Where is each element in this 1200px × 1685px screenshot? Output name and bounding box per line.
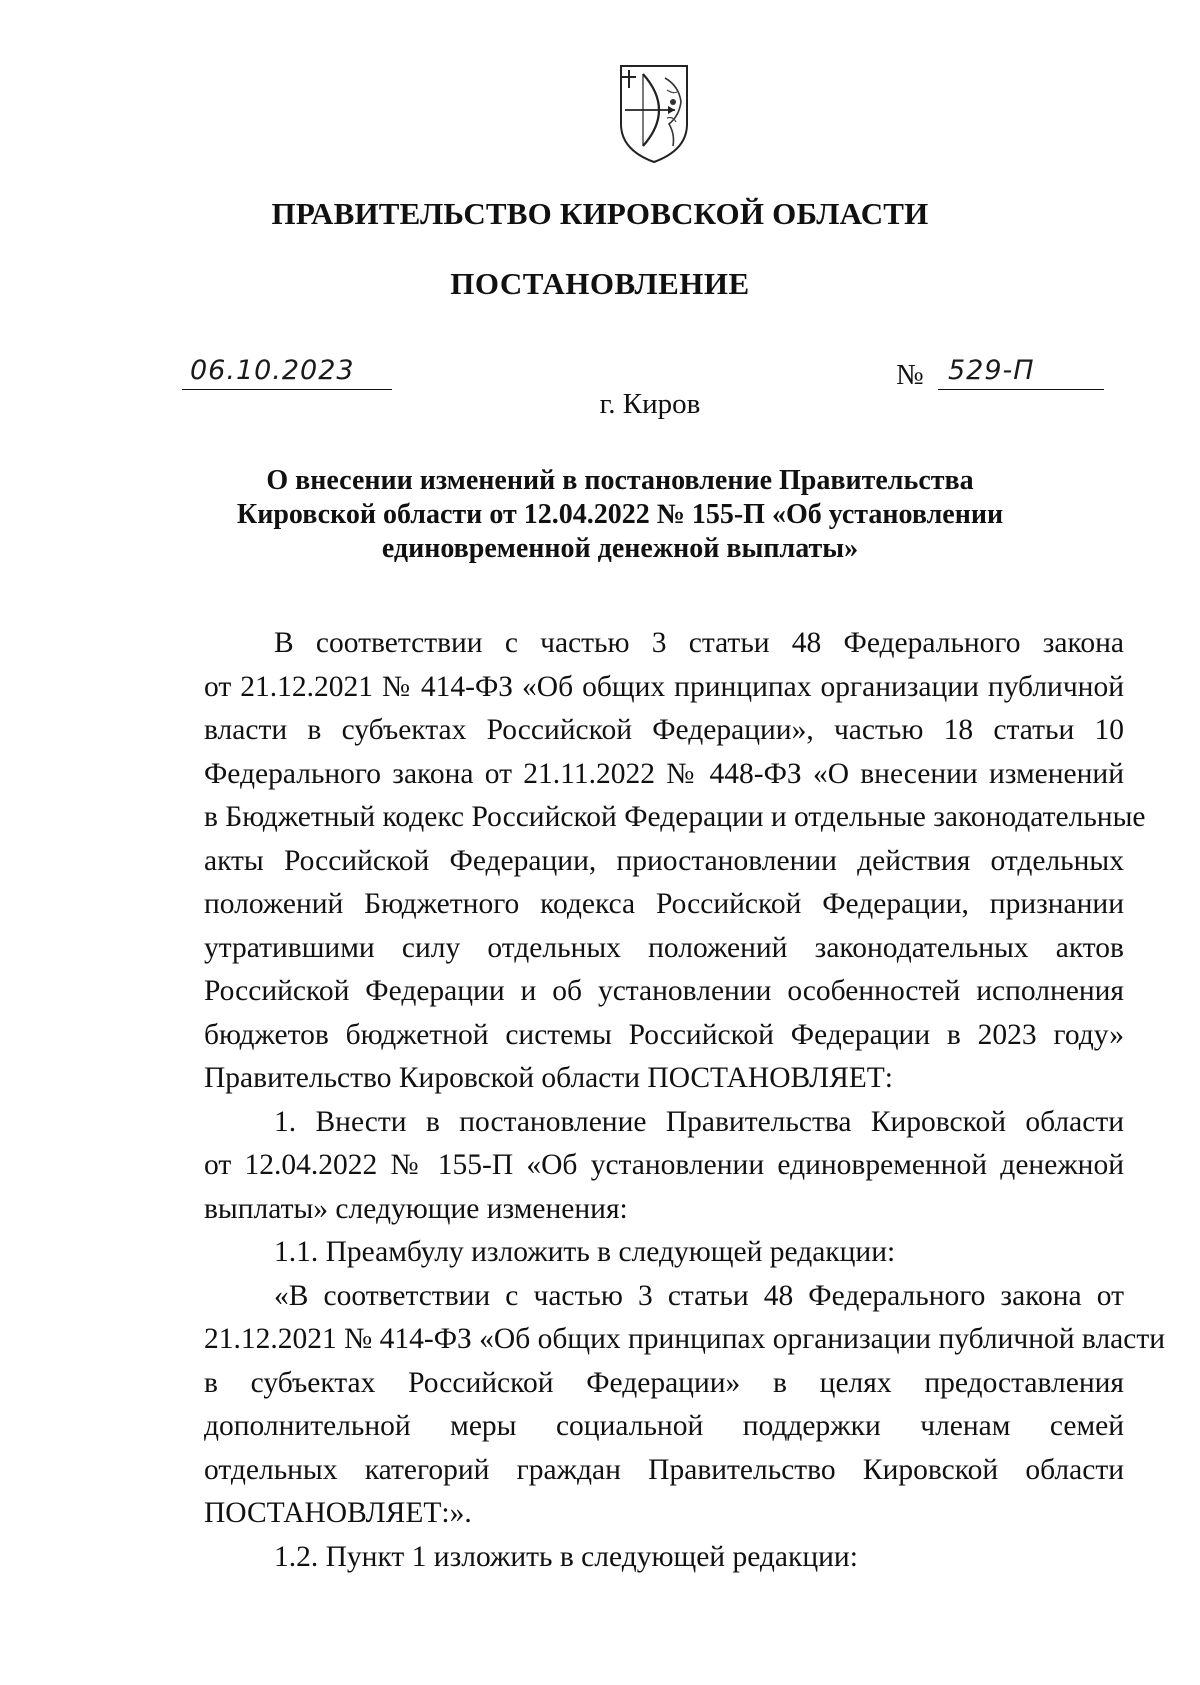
body-line: Правительство Кировской области ПОСТАНОВЛЯЕТ:	[204, 1062, 893, 1094]
body-line: 1. Внести в постановление Правительства Кировской области	[274, 1105, 1124, 1138]
body-line: утратившими силу отдельных положений законодательных актов	[204, 931, 1124, 964]
kirov-coat-of-arms-icon	[617, 62, 691, 166]
number-value: 529-П	[948, 355, 1035, 386]
subject-line: Кировской области от 12.04.2022 № 155-П «Об установлении	[236, 499, 1004, 530]
city-line	[0, 388, 1200, 421]
body-line: Федерального закона от 21.11.2022 № 448-ФЗ «О внесении изменений	[204, 757, 1124, 790]
number-field	[938, 355, 1104, 390]
body-line: дополнительной меры социальной поддержки членам семей	[204, 1410, 1124, 1442]
document-body	[204, 622, 1166, 1579]
body-line: от 21.12.2021 № 414-ФЗ «Об общих принципах организации публичной	[204, 670, 1124, 703]
body-line: ПОСТАНОВЛЯЕТ:».	[204, 1497, 472, 1529]
body-line: бюджетов бюджетной системы Российской Федерации в 2023 году»	[204, 1018, 1124, 1051]
body-line: В соответствии с частью 3 статьи 48 Федерального закона	[274, 627, 1124, 659]
number-sign: №	[896, 359, 924, 391]
body-line: отдельных категорий граждан Правительство Кировской области	[204, 1453, 1124, 1486]
body-line: акты Российской Федерации, приостановлении действия отдельных	[204, 844, 1124, 877]
document-kind-title: ПОСТАНОВЛЕНИЕ	[450, 266, 750, 301]
body-line: 21.12.2021 № 414-ФЗ «Об общих принципах организации публичной власти	[204, 1323, 1166, 1355]
body-line: Российской Федерации и об установлении особенностей исполнения	[204, 975, 1124, 1007]
body-line: «В соответствии с частью 3 статьи 48 Федерального закона от	[274, 1279, 1124, 1312]
body-line: в субъектах Российской Федерации» в целях предоставления	[204, 1366, 1124, 1399]
body-line: власти в субъектах Российской Федерации», частью 18 статьи 10	[204, 714, 1124, 746]
date-value: 06.10.2023	[190, 355, 355, 386]
body-line: выплаты» следующие изменения:	[204, 1192, 628, 1225]
subject-line: О внесении изменений в постановление Правительства	[266, 465, 974, 496]
government-title: ПРАВИТЕЛЬСТВО КИРОВСКОЙ ОБЛАСТИ	[271, 196, 929, 231]
date-field	[182, 355, 392, 390]
body-line: 1.1. Преамбулу изложить в следующей редакции:	[274, 1236, 896, 1268]
body-line: от 12.04.2022 № 155-П «Об установлении единовременной денежной	[204, 1149, 1124, 1181]
body-line: положений Бюджетного кодекса Российской Федерации, признании	[204, 888, 1124, 920]
city-name: г. Киров	[599, 388, 701, 420]
subject-line: единовременной денежной выплаты»	[381, 533, 859, 564]
body-line: в Бюджетный кодекс Российской Федерации и отдельные законодательные	[204, 801, 1146, 833]
body-line: 1.2. Пункт 1 изложить в следующей редакции:	[274, 1540, 858, 1573]
document-subject	[200, 464, 1040, 566]
